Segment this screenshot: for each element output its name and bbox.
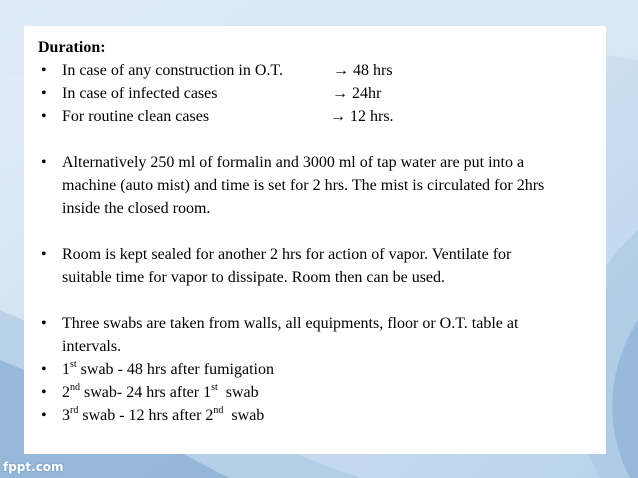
arrow-icon: → (333, 62, 349, 79)
slide-content-area (24, 26, 606, 454)
paragraph-line: Three swabs are taken from walls, all equipments, floor or O.T. table at (62, 315, 519, 332)
bullet-icon: • (41, 315, 47, 332)
list-item: • 2nd swab- 24 hrs after 1st swab (38, 381, 598, 404)
paragraph-line: inside the closed room. (62, 200, 211, 217)
paragraph-line: intervals. (62, 338, 122, 355)
duration-label: In case of infected cases (62, 85, 218, 102)
fumigation-list (38, 151, 598, 220)
duration-value: → 24hr (332, 85, 382, 102)
list-item (38, 243, 598, 289)
duration-heading: Duration: (38, 39, 106, 56)
duration-label: For routine clean cases (62, 108, 210, 125)
bullet-icon: • (41, 108, 47, 125)
duration-list (38, 59, 598, 128)
bullet-icon: • (41, 407, 47, 424)
list-item (38, 312, 598, 358)
bullet-icon: • (41, 384, 47, 401)
list-item (38, 82, 598, 105)
duration-value: → 12 hrs. (330, 108, 394, 125)
paragraph-line: machine (auto mist) and time is set for 2 hrs. The mist is circulated for 2hrs (62, 177, 545, 194)
bullet-icon: • (41, 361, 47, 378)
bullet-icon: • (41, 62, 47, 79)
bullet-icon: • (41, 85, 47, 102)
list-item (38, 59, 598, 82)
duration-label: In case of any construction in O.T. (62, 62, 283, 79)
paragraph-line: Room is kept sealed for another 2 hrs for action of vapor. Ventilate for (62, 246, 512, 263)
bullet-icon: • (41, 154, 47, 171)
sealing-list (38, 243, 598, 289)
bullet-icon: • (41, 246, 47, 263)
duration-value: → 48 hrs (333, 62, 393, 79)
list-item (38, 105, 598, 128)
list-item: • 3rd swab - 12 hrs after 2nd swab (38, 404, 598, 427)
list-item (38, 151, 598, 220)
paragraph-line: Alternatively 250 ml of formalin and 3000 ml of tap water are put into a (62, 154, 525, 171)
arrow-icon: → (330, 108, 346, 125)
swab-list (38, 312, 598, 427)
list-item: • 1st swab - 48 hrs after fumigation (38, 358, 598, 381)
fppt-logo[interactable]: fppt.com (3, 460, 64, 474)
arrow-icon: → (332, 85, 348, 102)
paragraph-line: suitable time for vapor to dissipate. Room then can be used. (62, 269, 446, 286)
